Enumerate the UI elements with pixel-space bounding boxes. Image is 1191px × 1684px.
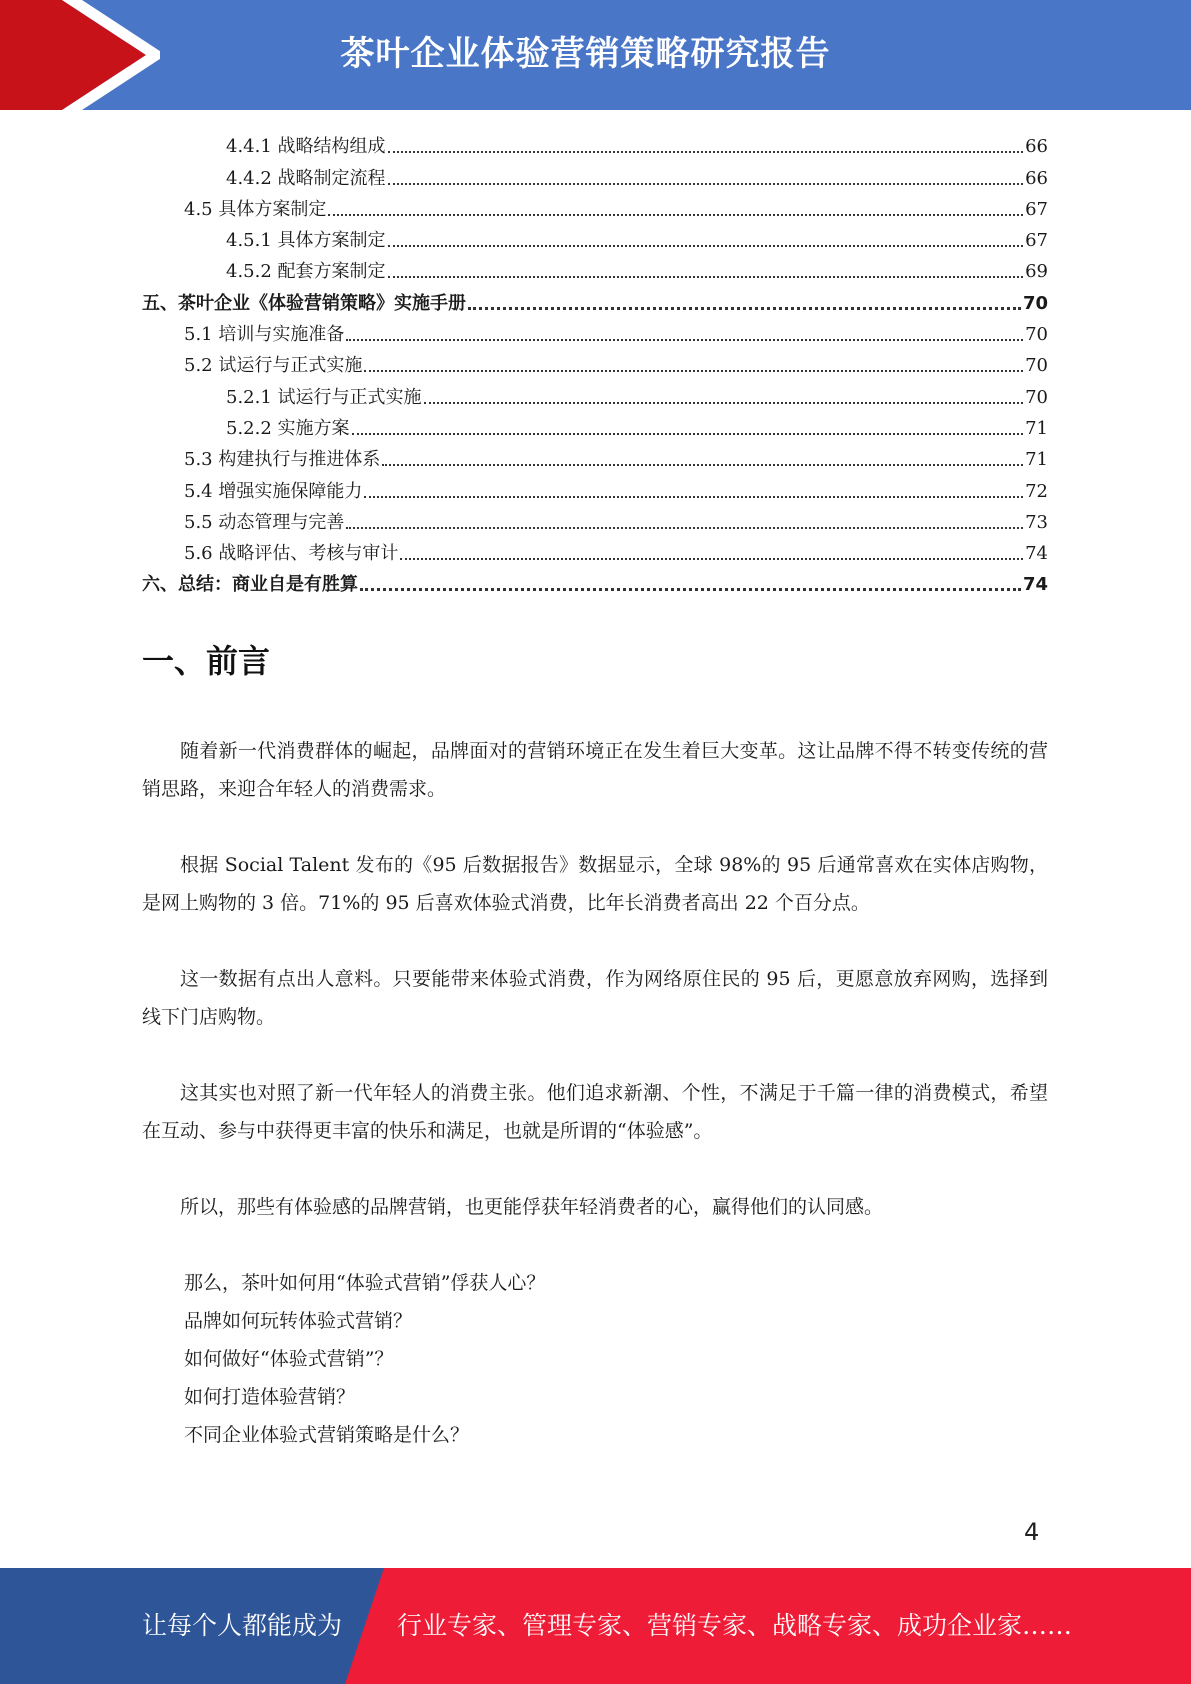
toc-entry-page: 66 (1025, 136, 1048, 158)
toc-entry-page: 66 (1025, 167, 1048, 189)
toc-entry-page: 67 (1025, 230, 1048, 252)
question-item: 那么，茶叶如何用“体验式营销”俘获人心？ (184, 1272, 546, 1294)
toc-entry-label: 5.2.2 实施方案 (226, 417, 350, 439)
header-chevron-red (0, 0, 146, 110)
header-chevron-decoration (0, 0, 160, 110)
toc-dot-leader (388, 245, 1024, 247)
toc-dot-leader (360, 588, 1021, 591)
header-title: 茶叶企业体验营销策略研究报告 (340, 34, 831, 74)
paragraph: 根据 Social Talent 发布的《95 后数据报告》数据显示，全球 98%的 95 后通常喜欢在实体店购物，是网上购物的 3 倍。71%的 95 后喜欢体验式消费，比年长消费者高出 22 个百分点。 (142, 854, 1048, 914)
toc-entry-label: 五、茶叶企业《体验营销策略》实施手册 (142, 292, 466, 314)
toc-dot-leader (382, 464, 1023, 466)
toc-entry-page: 72 (1025, 480, 1048, 502)
toc-entry-label: 4.5.1 具体方案制定 (226, 230, 386, 252)
toc-dot-leader (328, 214, 1023, 216)
page-number: 4 (1024, 1518, 1040, 1546)
toc-entry[interactable] (142, 378, 1048, 409)
question-item: 品牌如何玩转体验式营销？ (184, 1310, 413, 1332)
toc-entry[interactable] (142, 472, 1048, 503)
toc-entry-label: 5.5 动态管理与完善 (184, 511, 345, 533)
toc-entry-page: 67 (1025, 198, 1048, 220)
toc-entry-page: 70 (1022, 292, 1048, 314)
toc-entry[interactable] (142, 441, 1048, 472)
toc-entry-label: 5.3 构建执行与推进体系 (184, 449, 381, 471)
toc-entry-page: 73 (1025, 511, 1048, 533)
question-list (142, 1264, 1048, 1454)
page-footer (0, 1568, 1191, 1684)
paragraph: 这一数据有点出人意料。只要能带来体验式消费，作为网络原住民的 95 后，更愿意放弃网购，选择到线下门店购物。 (142, 968, 1048, 1028)
toc-entry-label: 5.2 试运行与正式实施 (184, 355, 363, 377)
toc-entry[interactable] (142, 222, 1048, 253)
toc-entry-page: 71 (1025, 417, 1048, 439)
toc-entry-label: 5.1 培训与实施准备 (184, 324, 345, 346)
toc-entry[interactable] (142, 316, 1048, 347)
question-item: 不同企业体验式营销策略是什么？ (184, 1424, 470, 1446)
toc-entry-page: 70 (1025, 386, 1048, 408)
toc-dot-leader (364, 496, 1023, 498)
toc-entry-page: 71 (1025, 449, 1048, 471)
toc-entry[interactable] (142, 284, 1048, 315)
toc-entry-label: 4.5.2 配套方案制定 (226, 261, 386, 283)
toc-entry[interactable] (142, 566, 1048, 597)
toc-dot-leader (346, 527, 1023, 529)
toc-entry-page: 70 (1025, 355, 1048, 377)
toc-dot-leader (424, 402, 1024, 404)
toc-dot-leader (400, 558, 1023, 560)
toc-dot-leader (346, 339, 1023, 341)
table-of-contents (142, 128, 1048, 597)
toc-dot-leader (352, 433, 1024, 435)
toc-entry[interactable] (142, 159, 1048, 190)
question-item: 如何打造体验营销？ (184, 1386, 356, 1408)
body-text (142, 732, 1048, 1454)
toc-entry-page: 70 (1025, 324, 1048, 346)
toc-dot-leader (364, 370, 1023, 372)
toc-entry-page: 74 (1022, 574, 1048, 596)
toc-entry-page: 74 (1025, 543, 1048, 565)
toc-entry-label: 5.4 增强实施保障能力 (184, 480, 363, 502)
toc-entry-page: 69 (1025, 261, 1048, 283)
toc-entry[interactable] (142, 535, 1048, 566)
toc-entry-label: 六、总结：商业自是有胜算 (142, 574, 358, 596)
section-title: 一、前言 (142, 642, 271, 680)
toc-entry[interactable] (142, 128, 1048, 159)
footer-slogan-right: 行业专家、管理专家、营销专家、战略专家、成功企业家…… (397, 1611, 1073, 1640)
toc-entry[interactable] (142, 347, 1048, 378)
toc-entry[interactable] (142, 504, 1048, 535)
toc-entry-label: 5.6 战略评估、考核与审计 (184, 543, 399, 565)
toc-entry-label: 4.5 具体方案制定 (184, 198, 327, 220)
footer-slogan-left: 让每个人都能成为 (142, 1611, 343, 1640)
toc-dot-leader (388, 151, 1024, 153)
paragraph: 随着新一代消费群体的崛起，品牌面对的营销环境正在发生着巨大变革。这让品牌不得不转变传统的营销思路，来迎合年轻人的消费需求。 (142, 740, 1048, 800)
toc-entry[interactable] (142, 253, 1048, 284)
toc-entry-label: 4.4.1 战略结构组成 (226, 136, 386, 158)
toc-dot-leader (468, 307, 1021, 310)
toc-entry[interactable] (142, 410, 1048, 441)
toc-dot-leader (388, 276, 1024, 278)
question-item: 如何做好“体验式营销”？ (184, 1348, 394, 1370)
toc-entry-label: 5.2.1 试运行与正式实施 (226, 386, 422, 408)
paragraph: 这其实也对照了新一代年轻人的消费主张。他们追求新潮、个性，不满足于千篇一律的消费模式，希望在互动、参与中获得更丰富的快乐和满足，也就是所谓的“体验感”。 (142, 1082, 1048, 1142)
page-header (0, 0, 1191, 110)
toc-entry-label: 4.4.2 战略制定流程 (226, 167, 386, 189)
toc-dot-leader (388, 183, 1024, 185)
paragraph: 所以，那些有体验感的品牌营销，也更能俘获年轻消费者的心，赢得他们的认同感。 (180, 1196, 884, 1218)
toc-entry[interactable] (142, 191, 1048, 222)
